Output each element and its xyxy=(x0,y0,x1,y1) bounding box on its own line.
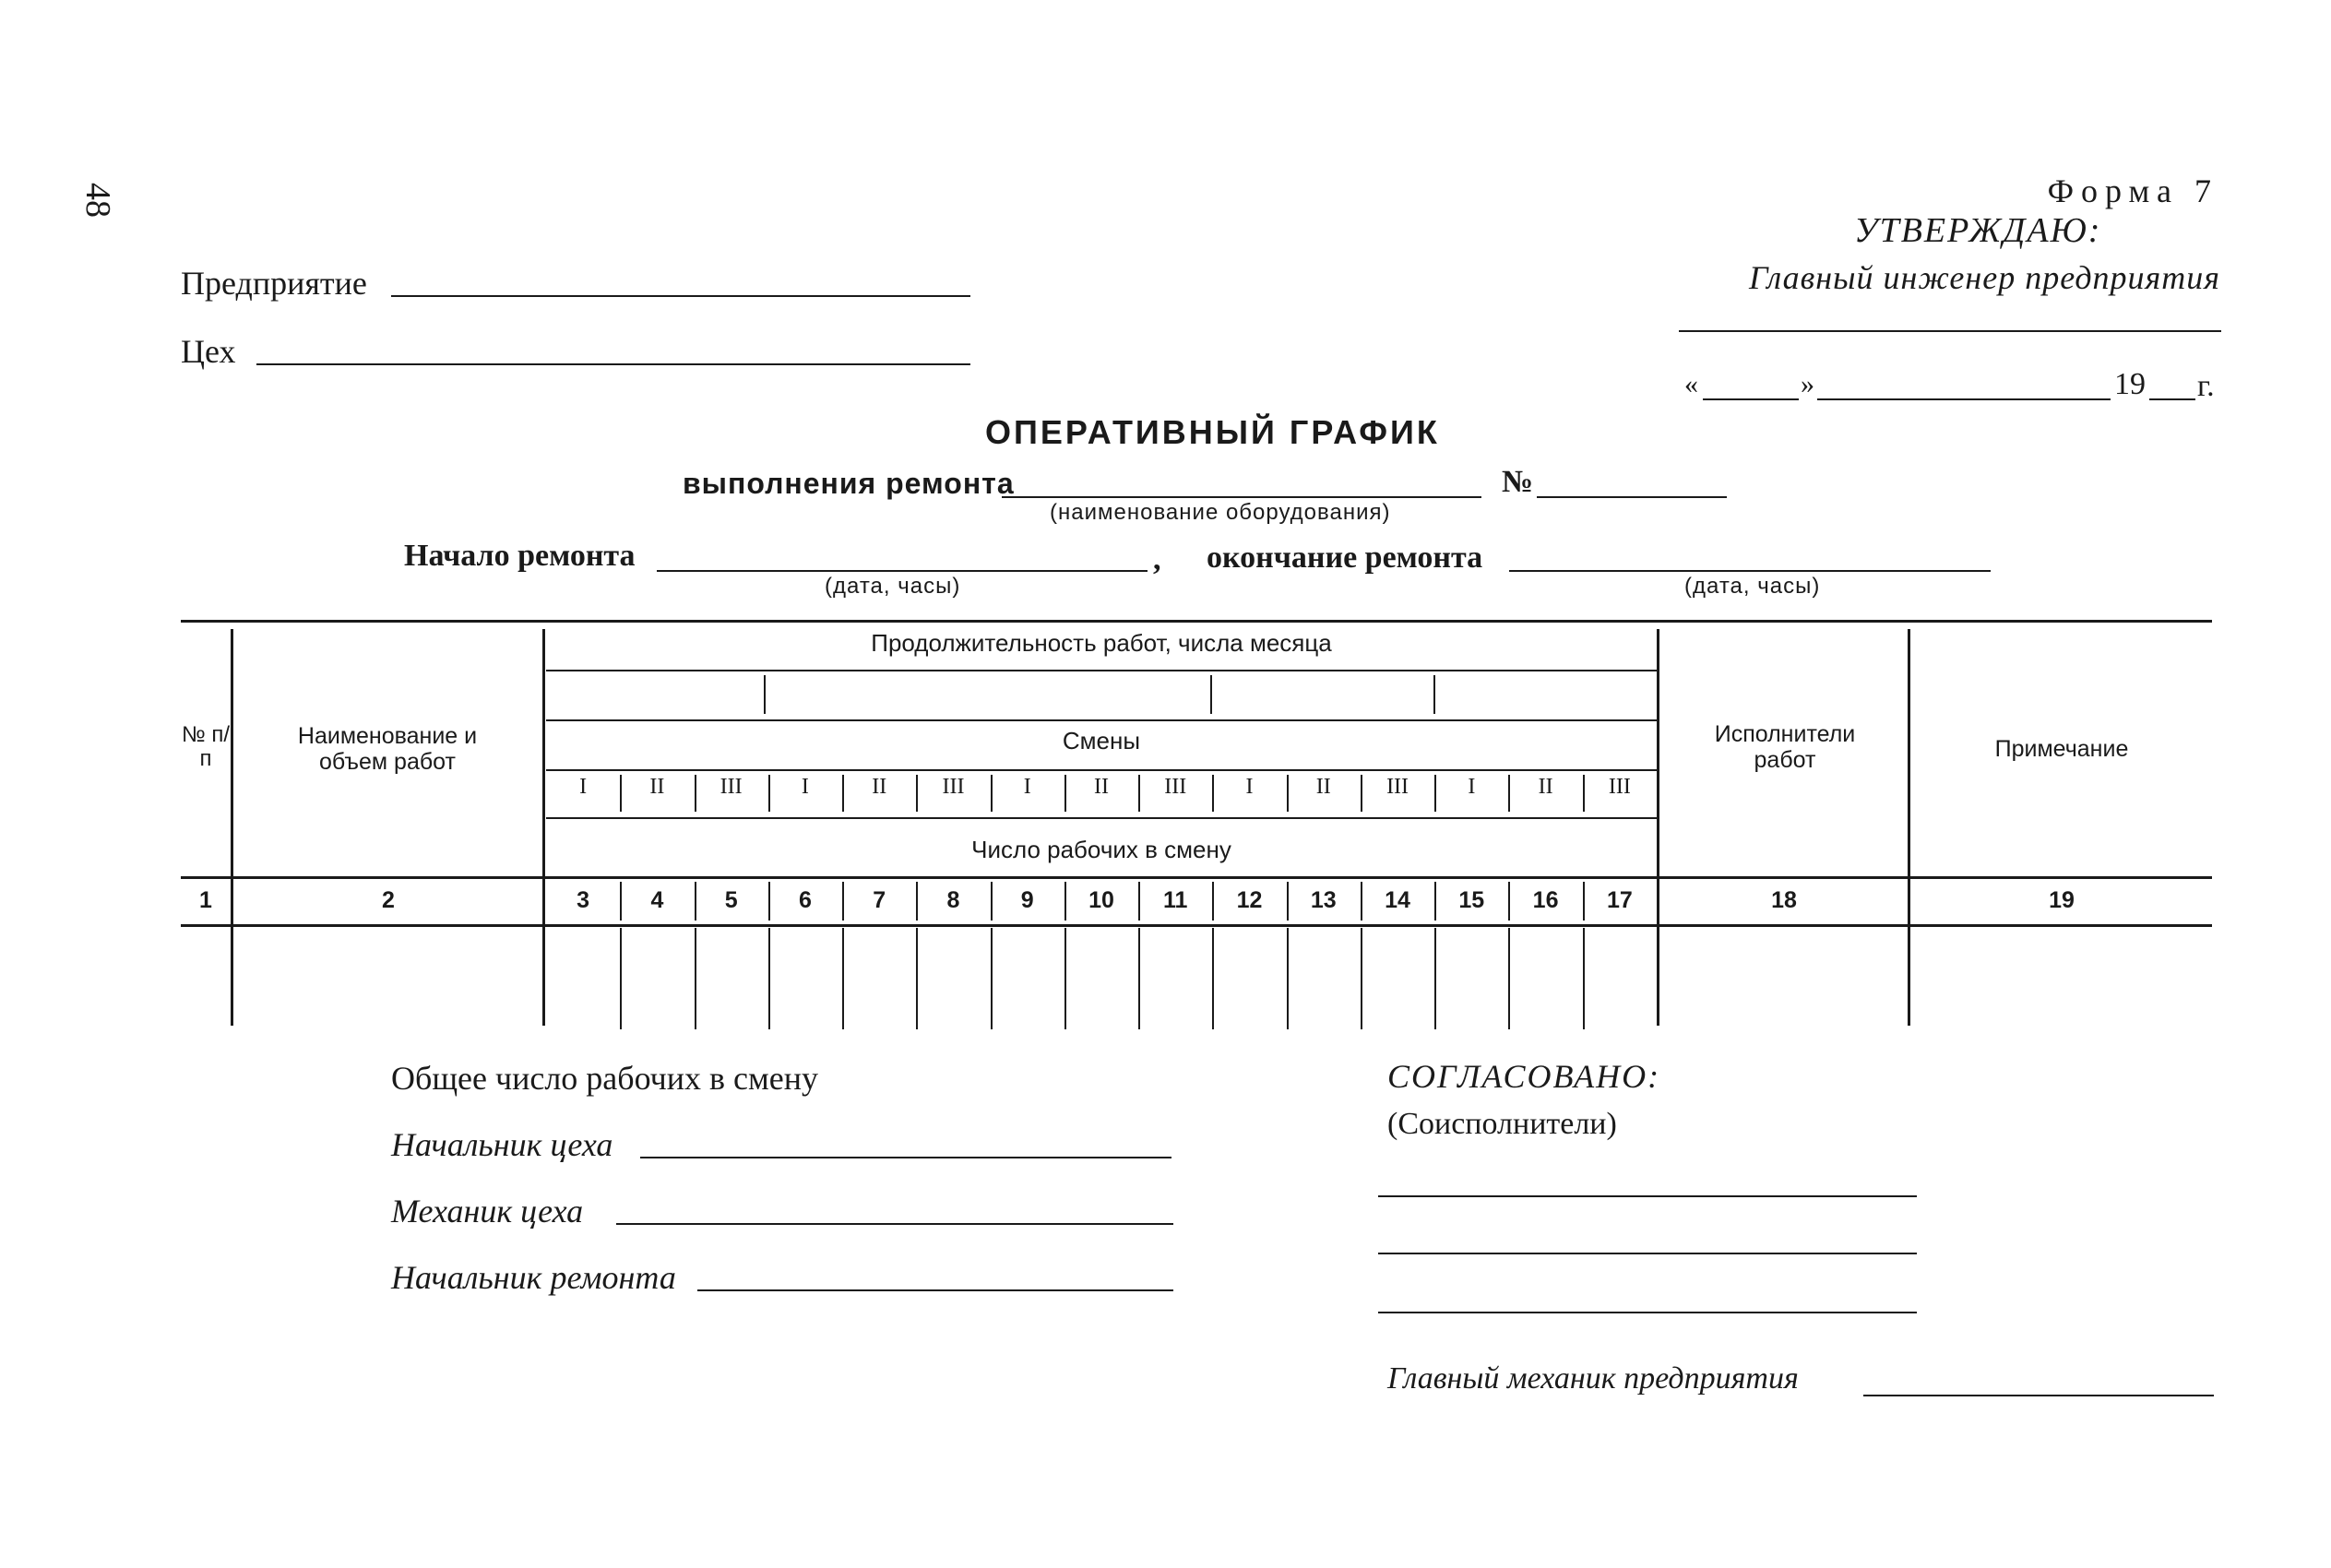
shop-mechanic-line xyxy=(616,1223,1173,1225)
day-column-line xyxy=(1287,928,1289,1029)
start-label: Начало ремонта xyxy=(404,539,636,573)
document-title: ОПЕРАТИВНЫЙ ГРАФИК xyxy=(985,413,1440,451)
shift-label: III xyxy=(1164,775,1187,799)
column-number: 13 xyxy=(1310,887,1337,913)
day-column-line xyxy=(1361,928,1362,1029)
date-tick xyxy=(1210,675,1212,714)
period-separator: , xyxy=(1153,542,1161,576)
subtitle-label: выполнения ремонта xyxy=(683,467,1015,500)
shift-tick xyxy=(1064,775,1066,812)
form-label: Форма 7 xyxy=(2047,172,2218,209)
number-label: № xyxy=(1502,465,1534,499)
shifts-rule xyxy=(546,769,1657,771)
column-number: 15 xyxy=(1458,887,1485,913)
date-tick xyxy=(1433,675,1435,714)
day-column-line xyxy=(1212,928,1214,1029)
day-column-line xyxy=(768,882,770,921)
shift-tick xyxy=(916,775,918,812)
shift-tick xyxy=(620,775,622,812)
shift-tick xyxy=(1287,775,1289,812)
shift-tick xyxy=(1212,775,1214,812)
agreed-title: СОГЛАСОВАНО: xyxy=(1387,1058,1661,1095)
header-bottom-rule xyxy=(181,876,2212,879)
chief-mechanic-label: Главный механик предприятия xyxy=(1387,1361,1799,1396)
day-column-line xyxy=(1064,882,1066,921)
approve-position: Главный инженер предприятия xyxy=(1748,259,2220,296)
day-column-line xyxy=(1583,882,1585,921)
day-column-line xyxy=(842,882,844,921)
column-number: 2 xyxy=(382,887,395,913)
column-number: 11 xyxy=(1163,887,1188,913)
day-column-line xyxy=(1583,928,1585,1029)
day-column-line xyxy=(991,882,993,921)
column-number: 7 xyxy=(873,887,886,913)
shift-tick xyxy=(695,775,696,812)
shift-label: I xyxy=(1023,775,1031,799)
number-line xyxy=(1537,496,1727,498)
day-column-line xyxy=(991,928,993,1029)
workshop-line xyxy=(256,363,970,365)
shift-label: I xyxy=(1468,775,1476,799)
day-column-line xyxy=(1138,882,1140,921)
shift-tick xyxy=(1583,775,1585,812)
column-number: 19 xyxy=(2049,887,2075,913)
shift-tick xyxy=(768,775,770,812)
day-column-line xyxy=(1212,882,1214,921)
header-shifts: Смены xyxy=(1062,727,1141,754)
shift-tick xyxy=(1508,775,1510,812)
day-column-line xyxy=(768,928,770,1029)
day-column-line xyxy=(695,928,696,1029)
equipment-caption: (наименование оборудования) xyxy=(1050,500,1391,525)
col-divider-1 xyxy=(231,629,233,1026)
total-workers-label: Общее число рабочих в смену xyxy=(391,1060,819,1097)
day-column-line xyxy=(1434,928,1436,1029)
col-divider-3 xyxy=(1657,629,1659,1026)
day-column-line xyxy=(1434,882,1436,921)
day-column-line xyxy=(916,882,918,921)
repair-head-line xyxy=(697,1289,1173,1291)
column-number: 4 xyxy=(650,887,664,913)
column-number: 17 xyxy=(1606,887,1633,913)
day-column-line xyxy=(1064,928,1066,1029)
day-column-line xyxy=(620,928,622,1029)
column-number: 1 xyxy=(199,887,212,913)
day-column-line xyxy=(695,882,696,921)
header-name: Наименование и объем работ xyxy=(297,723,478,775)
shift-label: III xyxy=(942,775,965,799)
end-label: окончание ремонта xyxy=(1207,540,1483,575)
header-num: № п/п xyxy=(181,722,231,771)
column-number: 9 xyxy=(1020,887,1034,913)
shop-head-label: Начальник цеха xyxy=(391,1126,613,1163)
column-number: 14 xyxy=(1385,887,1410,913)
shop-head-line xyxy=(640,1157,1171,1158)
header-workers: Число рабочих в смену xyxy=(971,836,1231,863)
date-tick xyxy=(764,675,766,714)
enterprise-line xyxy=(391,295,970,297)
approve-date-close: » xyxy=(1801,369,1814,399)
numbers-bottom-rule xyxy=(181,924,2212,927)
shift-label: I xyxy=(579,775,588,799)
shift-names-rule xyxy=(546,817,1657,819)
day-column-line xyxy=(1138,928,1140,1029)
co-executor-line-3 xyxy=(1378,1312,1917,1313)
table-top-rule xyxy=(181,620,2212,623)
approve-day-line xyxy=(1703,398,1799,400)
approve-date-open: « xyxy=(1684,369,1698,399)
co-executor-line-1 xyxy=(1378,1195,1917,1197)
end-caption: (дата, часы) xyxy=(1684,574,1821,599)
approve-year-suffix: г. xyxy=(2197,369,2215,403)
shop-mechanic-label: Механик цеха xyxy=(391,1193,584,1229)
shift-tick xyxy=(842,775,844,812)
shift-tick xyxy=(1138,775,1140,812)
column-number: 16 xyxy=(1532,887,1559,913)
column-number: 8 xyxy=(946,887,960,913)
workshop-label: Цех xyxy=(181,333,236,370)
col-divider-2 xyxy=(542,629,545,1026)
approve-title: УТВЕРЖДАЮ: xyxy=(1854,211,2102,250)
shift-label: III xyxy=(720,775,743,799)
start-caption: (дата, часы) xyxy=(825,574,961,599)
shift-label: I xyxy=(801,775,809,799)
chief-mechanic-line xyxy=(1863,1395,2214,1396)
day-column-line xyxy=(916,928,918,1029)
column-number: 6 xyxy=(798,887,812,913)
header-executors: Исполнители работ xyxy=(1714,721,1856,773)
co-executor-line-2 xyxy=(1378,1253,1917,1254)
shift-label: II xyxy=(1538,775,1553,799)
end-line xyxy=(1509,570,1991,572)
co-executors-label: (Соисполнители) xyxy=(1387,1107,1617,1141)
enterprise-label: Предприятие xyxy=(181,265,367,302)
approve-year-prefix: 19 xyxy=(2114,367,2146,401)
shift-label: II xyxy=(1094,775,1109,799)
start-line xyxy=(657,570,1148,572)
shift-label: II xyxy=(872,775,887,799)
shift-label: II xyxy=(649,775,665,799)
header-note: Примечание xyxy=(1994,736,2129,762)
page-number: 48 xyxy=(78,183,117,218)
header-duration: Продолжительность работ, числа месяца xyxy=(871,629,1332,657)
column-number: 10 xyxy=(1088,887,1114,913)
day-column-line xyxy=(1287,882,1289,921)
shift-label: II xyxy=(1315,775,1331,799)
shift-label: III xyxy=(1608,775,1631,799)
col-divider-4 xyxy=(1908,629,1910,1026)
column-number: 5 xyxy=(724,887,738,913)
repair-head-label: Начальник ремонта xyxy=(391,1259,676,1296)
shift-tick xyxy=(1434,775,1436,812)
shift-label: I xyxy=(1245,775,1254,799)
approve-year-line xyxy=(2149,398,2195,400)
shift-label: III xyxy=(1386,775,1409,799)
day-column-line xyxy=(1508,928,1510,1029)
dates-rule xyxy=(546,719,1657,721)
approve-month-line xyxy=(1817,398,2111,400)
day-column-line xyxy=(1361,882,1362,921)
column-number: 18 xyxy=(1771,887,1797,913)
column-number: 3 xyxy=(577,887,590,913)
day-column-line xyxy=(620,882,622,921)
approve-signature-line xyxy=(1679,330,2221,332)
equipment-line xyxy=(1002,496,1481,498)
shift-tick xyxy=(991,775,993,812)
day-column-line xyxy=(842,928,844,1029)
duration-sub-rule xyxy=(546,670,1657,671)
shift-tick xyxy=(1361,775,1362,812)
column-number: 12 xyxy=(1236,887,1263,913)
day-column-line xyxy=(1508,882,1510,921)
